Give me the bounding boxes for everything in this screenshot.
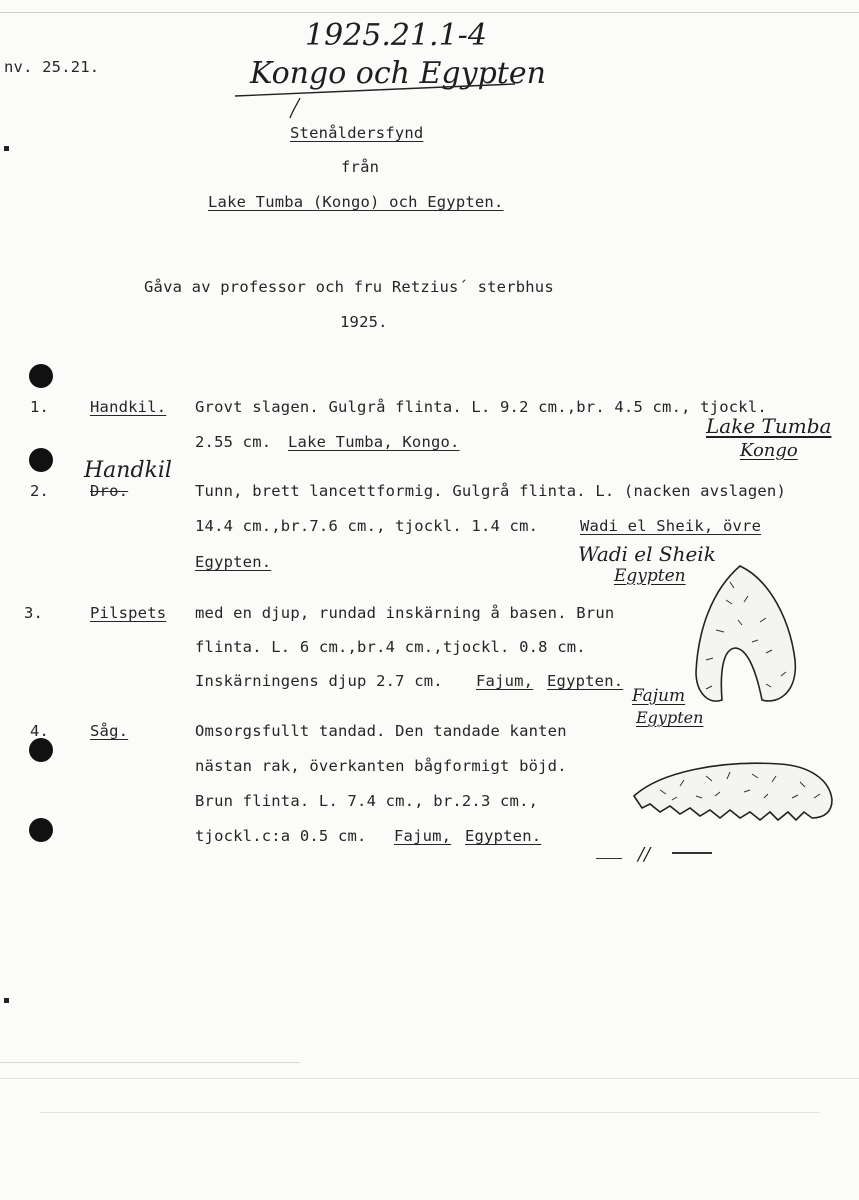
item-1-number: 1. bbox=[30, 398, 50, 416]
item-4-line-1: Omsorgsfullt tandad. Den tandade kanten bbox=[195, 722, 567, 740]
title-line-2: från bbox=[341, 158, 380, 176]
item-4-location-a: Fajum, bbox=[394, 827, 452, 845]
item-4-line-2: nästan rak, överkanten bågformigt böjd. bbox=[195, 757, 567, 775]
title-line-3: Lake Tumba (Kongo) och Egypten. bbox=[208, 193, 504, 211]
item-2-location-part-2: Egypten. bbox=[195, 553, 272, 571]
donation-line: Gåva av professor och fru Retzius´ sterbhus bbox=[144, 278, 554, 296]
handwritten-title: Kongo och Egypten bbox=[250, 56, 546, 91]
item-2-location-part-1: Wadi el Sheik, övre bbox=[580, 517, 762, 535]
item-1-margin-note-1: Lake Tumba bbox=[706, 414, 832, 438]
item-4-line-3: Brun flinta. L. 7.4 cm., br.2.3 cm., bbox=[195, 792, 539, 810]
item-3-line-2: flinta. L. 6 cm.,br.4 cm.,tjockl. 0.8 cm. bbox=[195, 638, 586, 656]
item-2-line-2: 14.4 cm.,br.7.6 cm., tjockl. 1.4 cm. bbox=[195, 517, 539, 535]
item-3-margin-note-1: Fajum bbox=[632, 686, 686, 706]
margin-mark bbox=[4, 998, 9, 1003]
item-3-number: 3. bbox=[24, 604, 44, 622]
donation-year: 1925. bbox=[340, 313, 388, 331]
title-line-1: Stenåldersfynd bbox=[290, 124, 424, 142]
scan-noise-line bbox=[40, 1112, 820, 1113]
item-2-margin-note-2: Egypten bbox=[614, 566, 686, 586]
item-4-number: 4. bbox=[30, 722, 50, 740]
item-1-label: Handkil. bbox=[90, 398, 167, 416]
item-2-number: 2. bbox=[30, 482, 50, 500]
item-3-label: Pilspets bbox=[90, 604, 167, 622]
item-3-location-b: Egypten. bbox=[547, 672, 624, 690]
item-2-label: Dro. bbox=[90, 482, 129, 500]
margin-mark bbox=[4, 146, 9, 151]
item-1-line-2: 2.55 cm. bbox=[195, 433, 272, 451]
item-3-margin-note-2: Egypten bbox=[636, 708, 704, 727]
item-3-line-3: Inskärningens djup 2.7 cm. bbox=[195, 672, 443, 690]
item-4-line-4: tjockl.c:a 0.5 cm. bbox=[195, 827, 367, 845]
scan-noise-line bbox=[0, 1062, 300, 1063]
footer-mark: // bbox=[638, 844, 651, 865]
item-2-handwritten-label: Handkil bbox=[84, 458, 172, 483]
item-4-label: Såg. bbox=[90, 722, 129, 740]
item-3-location-a: Fajum, bbox=[476, 672, 534, 690]
handwritten-inventory-number: 1925.21.1-4 bbox=[305, 18, 487, 53]
item-2-margin-note-1: Wadi el Sheik bbox=[578, 542, 716, 566]
inventory-label: nv. 25.21. bbox=[4, 58, 100, 76]
item-1-margin-note-2: Kongo bbox=[740, 440, 798, 461]
item-3-line-1: med en djup, rundad inskärning å basen. Brun bbox=[195, 604, 615, 622]
item-4-location-b: Egypten. bbox=[465, 827, 542, 845]
item-1-location: Lake Tumba, Kongo. bbox=[288, 433, 460, 451]
item-1-line-1: Grovt slagen. Gulgrå flinta. L. 9.2 cm.,br. 4.5 cm., tjockl. bbox=[195, 398, 767, 416]
scan-noise-line bbox=[0, 1078, 859, 1079]
item-2-line-1: Tunn, brett lancettformig. Gulgrå flinta. L. (nacken avslagen) bbox=[195, 482, 786, 500]
